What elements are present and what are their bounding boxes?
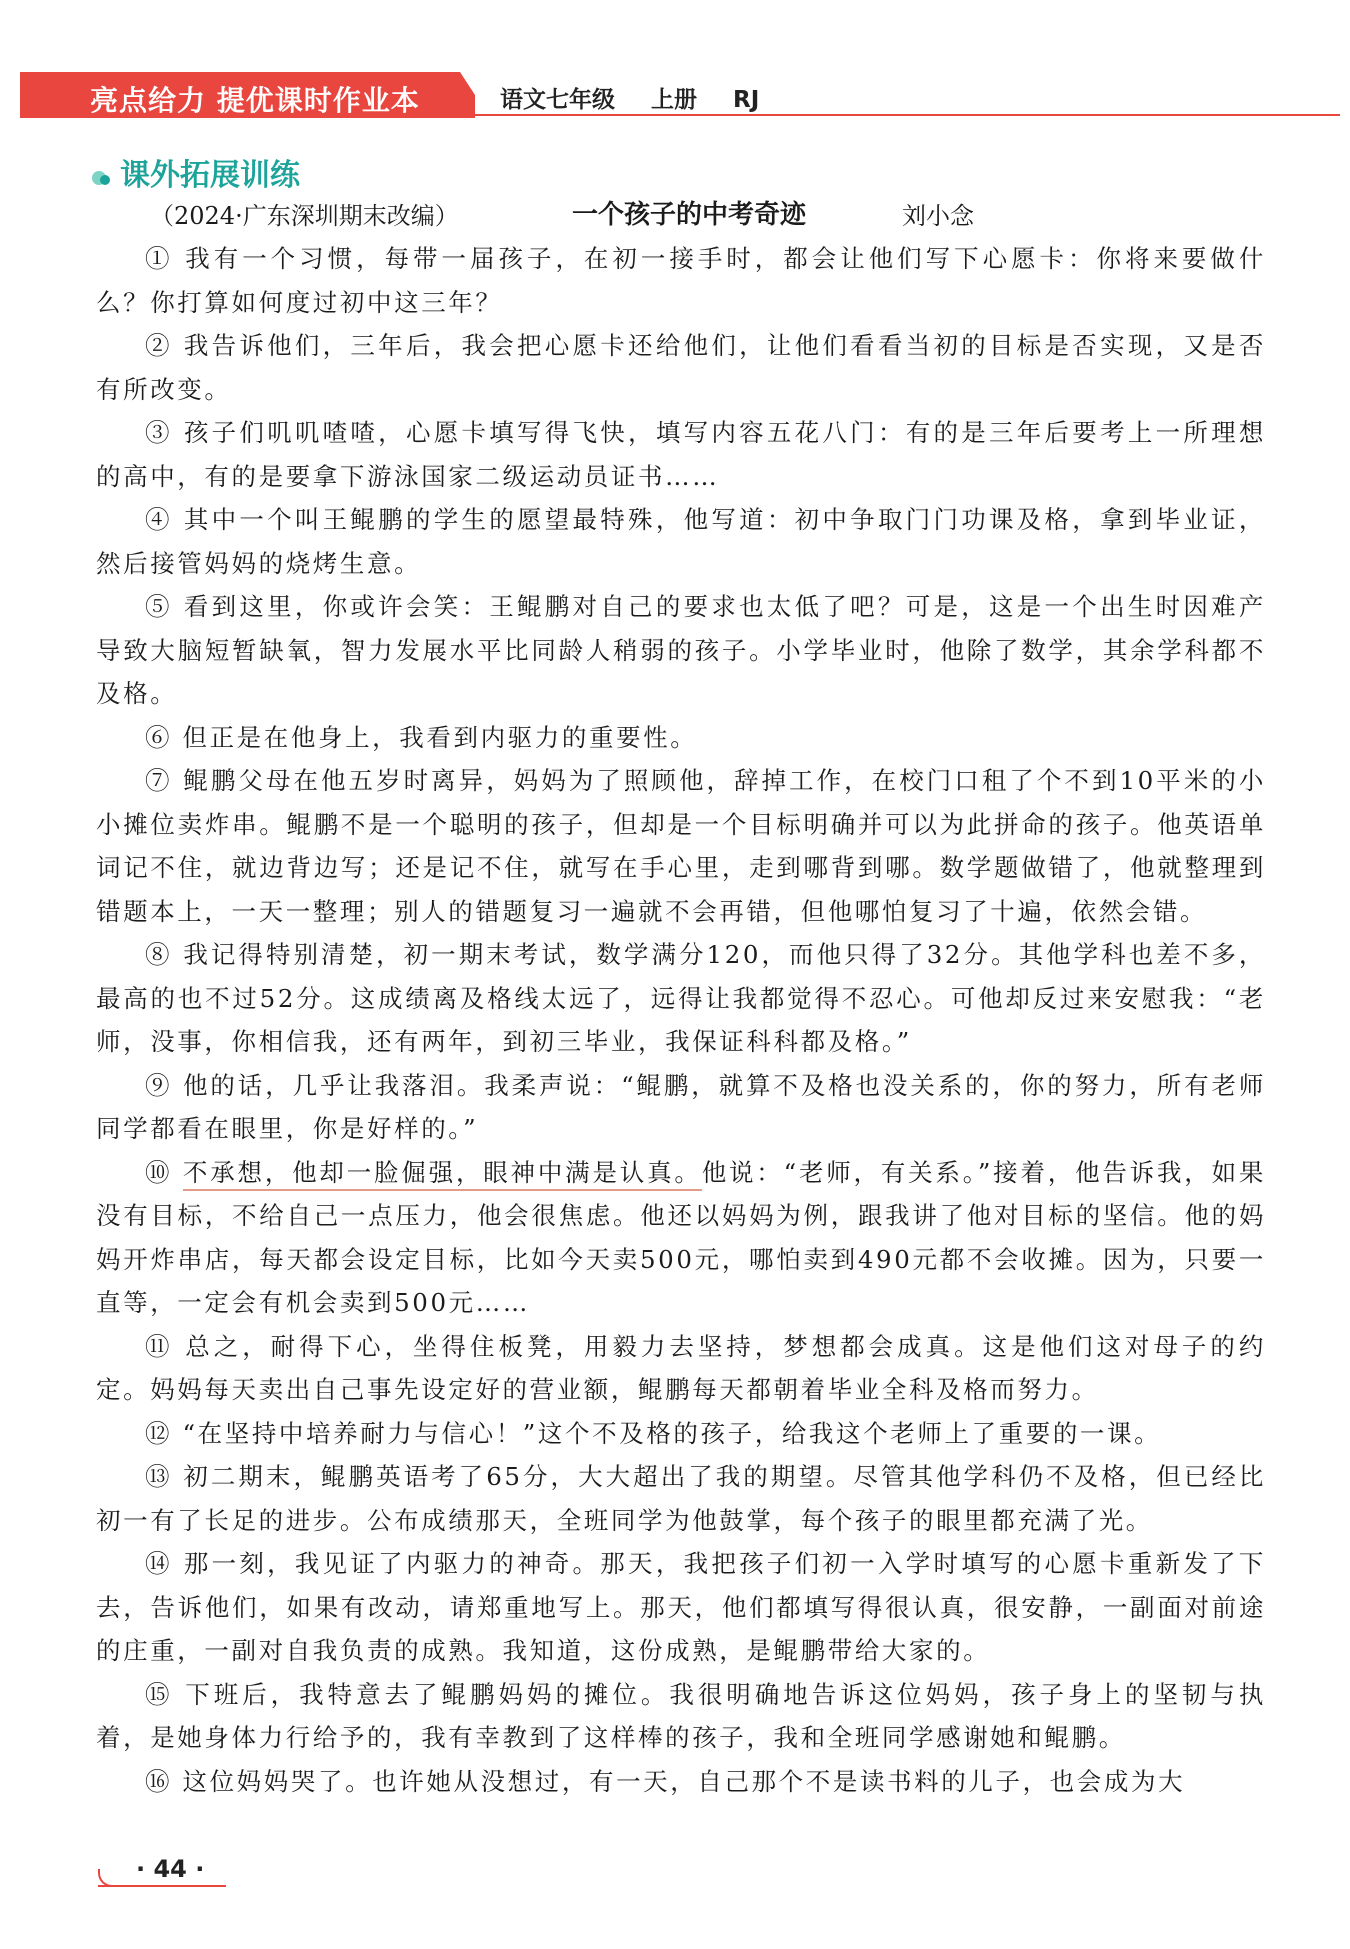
- paragraph-16: ⑯ 这位妈妈哭了。也许她从没想过，有一天，自己那个不是读书料的儿子，也会成为大: [145, 1766, 1186, 1796]
- paragraph-10-number: ⑩: [145, 1157, 183, 1187]
- article-source: （2024·广东深圳期末改编）: [150, 202, 459, 230]
- paragraph-10-rest: 他说：“老师，有关系。”接着，他告诉我，如果没有目标，不给自己一点压力，他会很焦虑。他还以妈妈为例，跟我讲了他对目标的坚信。他的妈妈开炸串店，每天都会设定目标，比如今天卖500元，哪怕卖到490元都不会收摊。因为，只要一直等，一定会有机会卖到500元……: [96, 1157, 1266, 1317]
- paragraph-13: ⑬ 初二期末，鲲鹏英语考了65分，大大超出了我的期望。尽管其他学科仍不及格，但已经比初一有了长足的进步。公布成绩那天，全班同学为他鼓掌，每个孩子的眼里都充满了光。: [96, 1462, 1266, 1535]
- paragraph-6: ⑥ 但正是在他身上，我看到内驱力的重要性。: [145, 722, 698, 752]
- paragraph-2: ② 我告诉他们，三年后，我会把心愿卡还给他们，让他们看看当初的目标是否实现，又是否有所改变。: [96, 331, 1266, 404]
- article-meta: [150, 196, 1270, 231]
- series-title: 亮点给力 提优课时作业本: [90, 84, 420, 117]
- paragraph-1: ① 我有一个习惯，每带一届孩子，在初一接手时，都会让他们写下心愿卡：你将来要做什么？你打算如何度过初中这三年？: [96, 244, 1266, 317]
- footer-rule: [98, 1885, 226, 1887]
- paragraph-7: ⑦ 鲲鹏父母在他五岁时离异，妈妈为了照顾他，辞掉工作，在校门口租了个不到10平米的小小摊位卖炸串。鲲鹏不是一个聪明的孩子，但却是一个目标明确并可以为此拼命的孩子。他英语单词记不住，就边背边写；还是记不住，就写在手心里，走到哪背到哪。数学题做错了，他就整理到错题本上，一天一整理；别人的错题复习一遍就不会再错，但他哪怕复习了十遍，依然会错。: [96, 766, 1266, 926]
- underlined-sentence: 不承想，他却一脸倔强，眼神中满是认真。: [183, 1158, 702, 1191]
- article-body: [96, 237, 1266, 1803]
- page-header: [20, 72, 1340, 118]
- edition-label: RJ: [733, 87, 760, 113]
- header-rule: [475, 114, 1340, 116]
- article-title: 一个孩子的中考奇迹: [572, 200, 807, 230]
- volume-label: 上册: [651, 87, 698, 113]
- bubble-icon: [92, 169, 114, 185]
- paragraph-14: ⑭ 那一刻，我见证了内驱力的神奇。那天，我把孩子们初一入学时填写的心愿卡重新发了下去，告诉他们，如果有改动，请郑重地写上。那天，他们都填写得很认真，很安静，一副面对前途的庄重，一副对自我负责的成熟。我知道，这份成熟，是鲲鹏带给大家的。: [96, 1549, 1266, 1665]
- paragraph-10: [96, 1151, 1266, 1325]
- paragraph-15: ⑮ 下班后，我特意去了鲲鹏妈妈的摊位。我很明确地告诉这位妈妈，孩子身上的坚韧与执着，是她身体力行给予的，我有幸教到了这样棒的孩子，我和全班同学感谢她和鲲鹏。: [96, 1679, 1266, 1752]
- paragraph-9: ⑨ 他的话，几乎让我落泪。我柔声说：“鲲鹏，就算不及格也没关系的，你的努力，所有老师同学都看在眼里，你是好样的。”: [96, 1070, 1266, 1143]
- subject-label: 语文七年级: [500, 87, 615, 113]
- section-heading: [92, 150, 300, 194]
- paragraph-11: ⑪ 总之，耐得下心，坐得住板凳，用毅力去坚持，梦想都会成真。这是他们这对母子的约定。妈妈每天卖出自己事先设定好的营业额，鲲鹏每天都朝着毕业全科及格而努力。: [96, 1331, 1266, 1404]
- paragraph-4: ④ 其中一个叫王鲲鹏的学生的愿望最特殊，他写道：初中争取门门功课及格，拿到毕业证，然后接管妈妈的烧烤生意。: [96, 505, 1266, 578]
- paragraph-3: ③ 孩子们叽叽喳喳，心愿卡填写得飞快，填写内容五花八门：有的是三年后要考上一所理想的高中，有的是要拿下游泳国家二级运动员证书……: [96, 418, 1266, 491]
- paragraph-8: ⑧ 我记得特别清楚，初一期末考试，数学满分120，而他只得了32分。其他学科也差不多，最高的也不过52分。这成绩离及格线太远了，远得让我都觉得不忍心。可他却反过来安慰我：“老师，没事，你相信我，还有两年，到初三毕业，我保证科科都及格。”: [96, 940, 1266, 1056]
- article-author: 刘小念: [902, 202, 974, 230]
- book-info: [500, 81, 787, 114]
- page-footer: [98, 1855, 228, 1895]
- paragraph-5: ⑤ 看到这里，你或许会笑：王鲲鹏对自己的要求也太低了吧？可是，这是一个出生时因难产导致大脑短暂缺氧，智力发展水平比同龄人稍弱的孩子。小学毕业时，他除了数学，其余学科都不及格。: [96, 592, 1266, 708]
- section-title: 课外拓展训练: [120, 158, 300, 193]
- page-number: · 44 ·: [136, 1855, 205, 1883]
- paragraph-12: ⑫ “在坚持中培养耐力与信心！”这个不及格的孩子，给我这个老师上了重要的一课。: [145, 1418, 1162, 1448]
